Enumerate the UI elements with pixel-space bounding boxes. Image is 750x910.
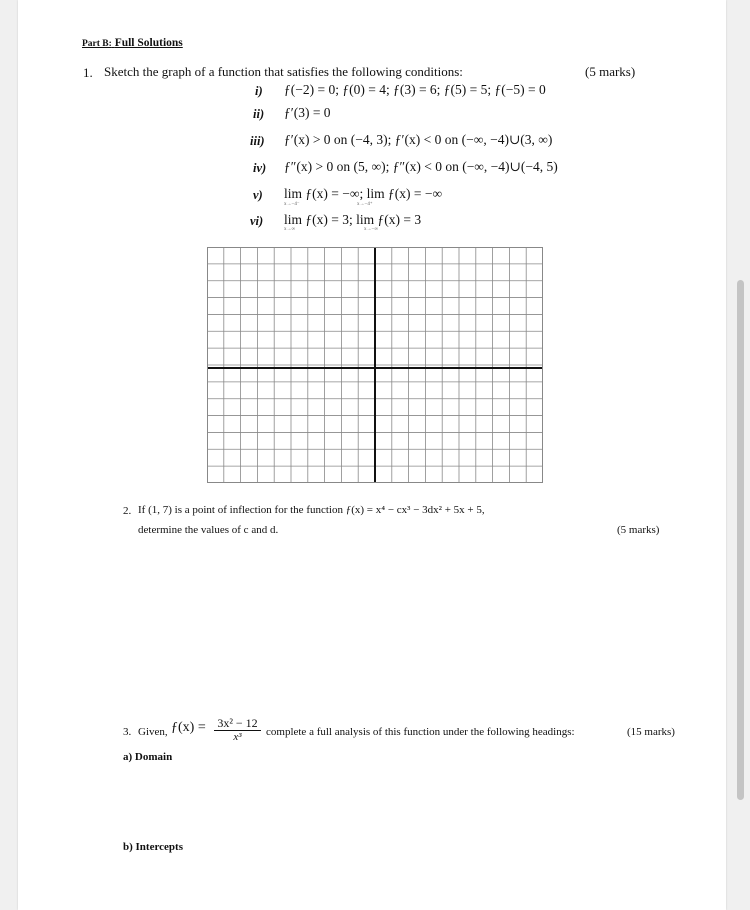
question-3-marks: (15 marks) (627, 726, 675, 738)
condition-text: ƒ″(x) > 0 on (5, ∞); ƒ″(x) < 0 on (−∞, −4)∪(−4, 5) (284, 159, 558, 174)
fraction-denominator: x³ (233, 731, 242, 743)
condition-text: lim ƒ(x) = 3; lim ƒ(x) = 3 (284, 212, 422, 227)
limit-subscript: x→−4⁻ (284, 202, 300, 207)
vertical-scrollbar[interactable] (737, 280, 744, 800)
part-heading: Part B: Full Solutions (82, 37, 183, 49)
question-2-text: If (1, 7) is a point of inflection for the function ƒ(x) = x⁴ − cx³ − 3dx² + 5x + 5, (138, 504, 485, 516)
question-3-text: complete a full analysis of this function under the following headings: (266, 726, 575, 738)
question-3-given: Given, (138, 726, 168, 738)
condition-text: ƒ′(3) = 0 (284, 105, 331, 120)
question-1-number: 1. (83, 65, 93, 80)
function-label: ƒ(x) = (171, 720, 206, 735)
condition-label: ii) (253, 107, 265, 121)
question-2-marks: (5 marks) (617, 524, 660, 536)
limit-subscript: x→−4⁺ (357, 202, 373, 207)
fraction-numerator: 3x² − 12 (214, 717, 261, 731)
heading-intercepts: b) Intercepts (123, 841, 183, 853)
question-1-text: Sketch the graph of a function that satisfies the following conditions: (104, 64, 463, 79)
condition-label: i) (255, 84, 263, 98)
condition-text: lim ƒ(x) = −∞; lim ƒ(x) = −∞ (284, 186, 443, 201)
grid-svg (207, 247, 543, 483)
condition-text: ƒ(−2) = 0; ƒ(0) = 4; ƒ(3) = 6; ƒ(5) = 5; ƒ(−5) = 0 (284, 82, 546, 97)
question-2-text-line2: determine the values of c and d. (138, 524, 279, 536)
condition-label: vi) (250, 214, 264, 228)
question-3-number: 3. (123, 726, 132, 738)
condition-label: iii) (250, 134, 265, 148)
question-1-marks: (5 marks) (585, 64, 636, 79)
graph-paper-grid[interactable] (207, 247, 543, 483)
condition-text: ƒ′(x) > 0 on (−4, 3); ƒ′(x) < 0 on (−∞, −4)∪(3, ∞) (284, 132, 553, 147)
function-fraction (214, 717, 261, 743)
limit-subscript: x→∞ (284, 227, 296, 232)
heading-domain: a) Domain (123, 751, 173, 763)
condition-label: iv) (253, 161, 267, 175)
question-2-number: 2. (123, 505, 132, 517)
limit-subscript: x→−∞ (364, 227, 378, 232)
condition-label: v) (253, 188, 263, 202)
